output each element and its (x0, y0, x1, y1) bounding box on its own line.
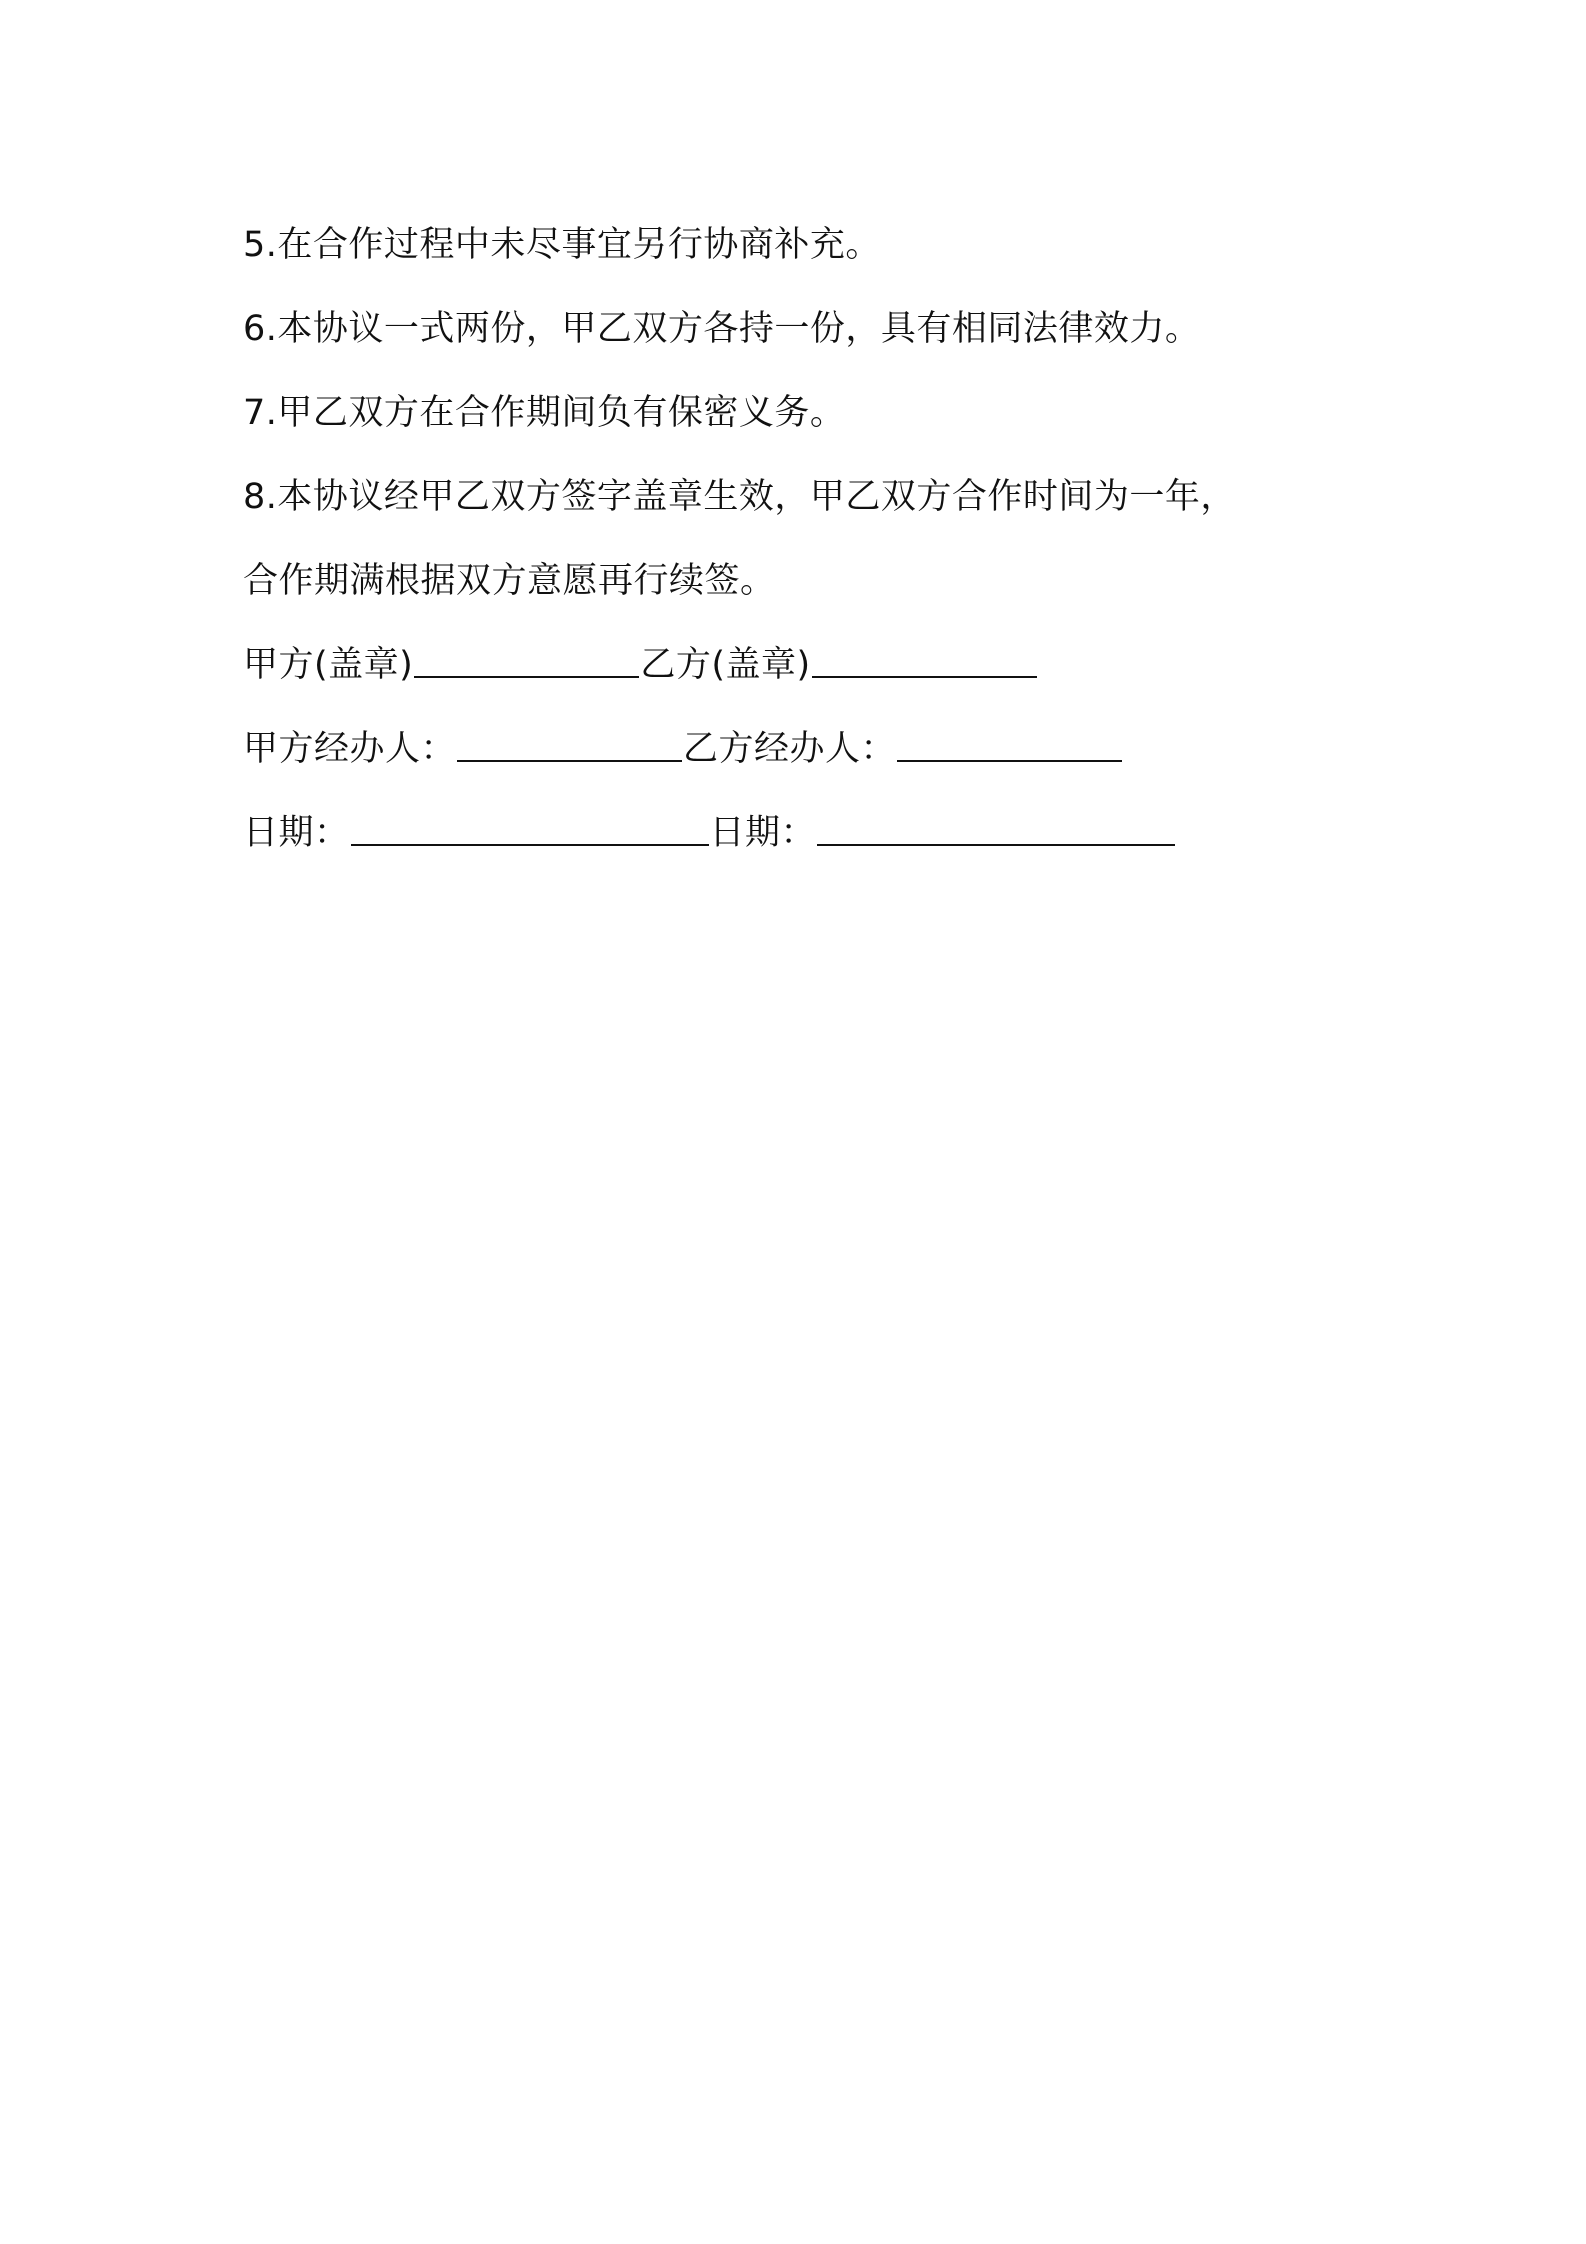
date-row (243, 791, 1393, 875)
party-a-agent-label: 甲方经办人： (243, 729, 457, 769)
clause-8: 8.本协议经甲乙双方签字盖章生效，甲乙双方合作时间为一年， (243, 477, 1236, 517)
seal-row (243, 623, 1393, 707)
party-a-agent-blank (457, 732, 682, 762)
date-b-label: 日期： (709, 813, 817, 853)
party-a-seal-blank (414, 648, 639, 678)
party-b-seal-label: 乙方(盖章) (640, 645, 811, 685)
party-a-seal-label: 甲方(盖章) (243, 645, 414, 685)
document-body (243, 203, 1393, 875)
clause-7: 7.甲乙双方在合作期间负有保密义务。 (243, 393, 846, 433)
clause-5: 5.在合作过程中未尽事宜另行协商补充。 (243, 225, 881, 265)
clause-6: 6.本协议一式两份，甲乙双方各持一份，具有相同法律效力。 (243, 309, 1201, 349)
date-a-label: 日期： (243, 813, 350, 853)
party-b-agent-blank (897, 732, 1122, 762)
party-b-agent-label: 乙方经办人： (683, 729, 897, 769)
date-a-blank (351, 816, 709, 846)
agent-row (243, 707, 1393, 791)
clause-8-continued: 合作期满根据双方意愿再行续签。 (243, 561, 776, 601)
date-b-blank (817, 816, 1175, 846)
party-b-seal-blank (812, 648, 1037, 678)
